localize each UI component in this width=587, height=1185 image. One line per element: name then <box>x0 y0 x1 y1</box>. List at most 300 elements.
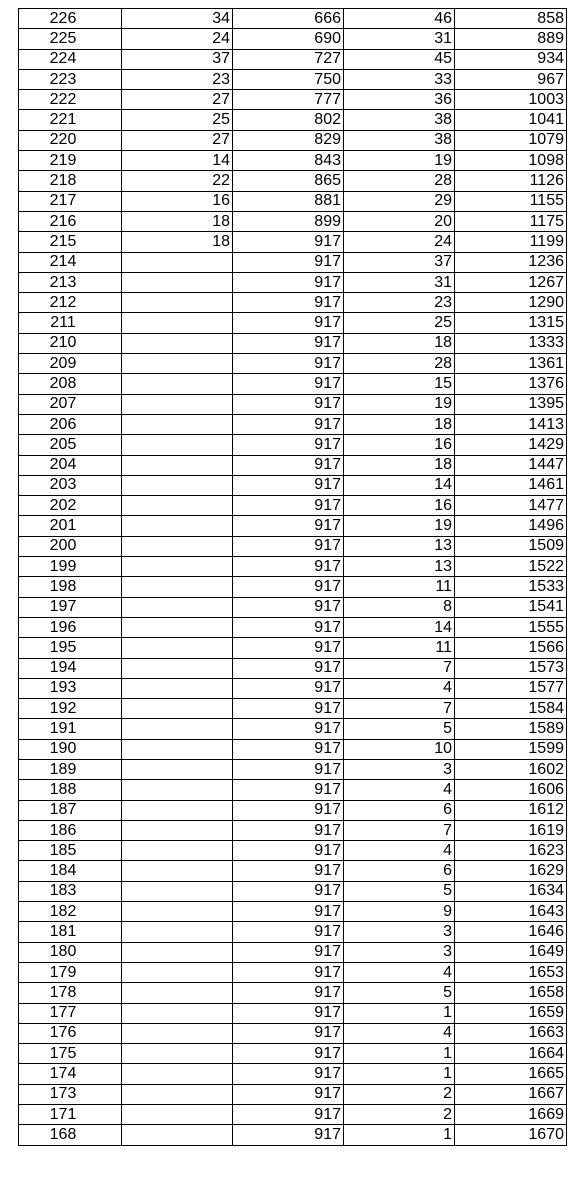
count-b-cell: 46 <box>344 9 455 29</box>
table-row <box>19 638 567 658</box>
score-cell: 213 <box>19 272 122 292</box>
score-cell: 178 <box>19 983 122 1003</box>
score-cell: 218 <box>19 171 122 191</box>
score-cell: 209 <box>19 354 122 374</box>
cumulative-b-cell: 1649 <box>455 942 567 962</box>
table-row <box>19 171 567 191</box>
count-a-cell <box>122 597 233 617</box>
cumulative-b-cell: 1290 <box>455 293 567 313</box>
score-cell: 206 <box>19 414 122 434</box>
count-b-cell: 13 <box>344 536 455 556</box>
cumulative-b-cell: 1315 <box>455 313 567 333</box>
count-b-cell: 4 <box>344 962 455 982</box>
count-b-cell: 16 <box>344 496 455 516</box>
score-cell: 197 <box>19 597 122 617</box>
count-a-cell: 18 <box>122 211 233 231</box>
score-cell: 186 <box>19 820 122 840</box>
cumulative-b-cell: 1670 <box>455 1125 567 1145</box>
table-row <box>19 962 567 982</box>
table-row <box>19 617 567 637</box>
count-a-cell <box>122 1084 233 1104</box>
count-b-cell: 38 <box>344 130 455 150</box>
count-a-cell <box>122 719 233 739</box>
table-row <box>19 557 567 577</box>
count-b-cell: 11 <box>344 577 455 597</box>
count-b-cell: 38 <box>344 110 455 130</box>
count-a-cell <box>122 820 233 840</box>
table-body <box>19 9 567 1146</box>
count-b-cell: 9 <box>344 902 455 922</box>
cumulative-a-cell: 917 <box>233 496 344 516</box>
count-b-cell: 28 <box>344 171 455 191</box>
score-cell: 187 <box>19 800 122 820</box>
table-row <box>19 820 567 840</box>
score-cell: 179 <box>19 962 122 982</box>
cumulative-b-cell: 1541 <box>455 597 567 617</box>
table-row <box>19 69 567 89</box>
cumulative-a-cell: 750 <box>233 69 344 89</box>
table-row <box>19 597 567 617</box>
table-row <box>19 922 567 942</box>
count-b-cell: 11 <box>344 638 455 658</box>
cumulative-a-cell: 865 <box>233 171 344 191</box>
score-cell: 200 <box>19 536 122 556</box>
score-cell: 182 <box>19 902 122 922</box>
score-cell: 185 <box>19 841 122 861</box>
table-row <box>19 881 567 901</box>
count-a-cell <box>122 881 233 901</box>
cumulative-a-cell: 917 <box>233 272 344 292</box>
score-cell: 181 <box>19 922 122 942</box>
score-cell: 193 <box>19 678 122 698</box>
cumulative-a-cell: 777 <box>233 90 344 110</box>
score-cell: 180 <box>19 942 122 962</box>
cumulative-a-cell: 917 <box>233 983 344 1003</box>
cumulative-a-cell: 917 <box>233 577 344 597</box>
cumulative-a-cell: 666 <box>233 9 344 29</box>
count-b-cell: 31 <box>344 272 455 292</box>
cumulative-a-cell: 917 <box>233 1125 344 1145</box>
table-row <box>19 191 567 211</box>
cumulative-a-cell: 881 <box>233 191 344 211</box>
cumulative-b-cell: 1643 <box>455 902 567 922</box>
count-a-cell: 18 <box>122 232 233 252</box>
cumulative-a-cell: 917 <box>233 435 344 455</box>
cumulative-a-cell: 917 <box>233 293 344 313</box>
count-b-cell: 3 <box>344 942 455 962</box>
cumulative-a-cell: 727 <box>233 49 344 69</box>
count-a-cell <box>122 942 233 962</box>
table-row <box>19 374 567 394</box>
table-row <box>19 252 567 272</box>
score-cell: 214 <box>19 252 122 272</box>
cumulative-a-cell: 917 <box>233 942 344 962</box>
table-row <box>19 719 567 739</box>
cumulative-a-cell: 917 <box>233 455 344 475</box>
count-a-cell <box>122 678 233 698</box>
table-row <box>19 49 567 69</box>
cumulative-b-cell: 1634 <box>455 881 567 901</box>
count-b-cell: 37 <box>344 252 455 272</box>
cumulative-b-cell: 1589 <box>455 719 567 739</box>
count-b-cell: 18 <box>344 414 455 434</box>
count-b-cell: 14 <box>344 475 455 495</box>
cumulative-a-cell: 917 <box>233 597 344 617</box>
count-a-cell <box>122 333 233 353</box>
cumulative-b-cell: 1665 <box>455 1064 567 1084</box>
cumulative-b-cell: 1653 <box>455 962 567 982</box>
table-row <box>19 678 567 698</box>
cumulative-b-cell: 1333 <box>455 333 567 353</box>
cumulative-a-cell: 843 <box>233 151 344 171</box>
cumulative-a-cell: 829 <box>233 130 344 150</box>
cumulative-b-cell: 1669 <box>455 1105 567 1125</box>
table-row <box>19 983 567 1003</box>
table-row <box>19 475 567 495</box>
score-cell: 222 <box>19 90 122 110</box>
count-b-cell: 1 <box>344 1064 455 1084</box>
score-cell: 220 <box>19 130 122 150</box>
table-row <box>19 1105 567 1125</box>
cumulative-b-cell: 1577 <box>455 678 567 698</box>
count-b-cell: 1 <box>344 1044 455 1064</box>
count-b-cell: 18 <box>344 455 455 475</box>
count-b-cell: 28 <box>344 354 455 374</box>
table-row <box>19 658 567 678</box>
table-row <box>19 1003 567 1023</box>
table-row <box>19 496 567 516</box>
cumulative-b-cell: 1155 <box>455 191 567 211</box>
score-cell: 215 <box>19 232 122 252</box>
cumulative-b-cell: 1599 <box>455 739 567 759</box>
score-cell: 198 <box>19 577 122 597</box>
count-a-cell <box>122 557 233 577</box>
cumulative-a-cell: 917 <box>233 374 344 394</box>
cumulative-a-cell: 917 <box>233 719 344 739</box>
count-b-cell: 6 <box>344 800 455 820</box>
cumulative-b-cell: 1395 <box>455 394 567 414</box>
cumulative-b-cell: 1566 <box>455 638 567 658</box>
cumulative-b-cell: 1496 <box>455 516 567 536</box>
count-b-cell: 23 <box>344 293 455 313</box>
cumulative-b-cell: 1522 <box>455 557 567 577</box>
table-row <box>19 313 567 333</box>
score-cell: 189 <box>19 759 122 779</box>
score-cell: 195 <box>19 638 122 658</box>
count-a-cell <box>122 1044 233 1064</box>
cumulative-a-cell: 917 <box>233 1105 344 1125</box>
score-cell: 184 <box>19 861 122 881</box>
count-b-cell: 2 <box>344 1084 455 1104</box>
cumulative-b-cell: 1361 <box>455 354 567 374</box>
table-row <box>19 272 567 292</box>
count-a-cell <box>122 699 233 719</box>
table-row <box>19 394 567 414</box>
count-b-cell: 36 <box>344 90 455 110</box>
count-a-cell: 34 <box>122 9 233 29</box>
cumulative-b-cell: 1619 <box>455 820 567 840</box>
cumulative-a-cell: 690 <box>233 29 344 49</box>
cumulative-a-cell: 917 <box>233 759 344 779</box>
cumulative-a-cell: 917 <box>233 313 344 333</box>
count-a-cell <box>122 638 233 658</box>
table-row <box>19 455 567 475</box>
count-b-cell: 5 <box>344 719 455 739</box>
table-row <box>19 9 567 29</box>
cumulative-a-cell: 917 <box>233 414 344 434</box>
cumulative-a-cell: 917 <box>233 617 344 637</box>
table-row <box>19 414 567 434</box>
table-row <box>19 151 567 171</box>
count-a-cell <box>122 1125 233 1145</box>
table-row <box>19 293 567 313</box>
table-row <box>19 780 567 800</box>
cumulative-b-cell: 1267 <box>455 272 567 292</box>
count-b-cell: 15 <box>344 374 455 394</box>
cumulative-a-cell: 917 <box>233 516 344 536</box>
score-cell: 183 <box>19 881 122 901</box>
table-row <box>19 759 567 779</box>
count-a-cell: 16 <box>122 191 233 211</box>
count-a-cell <box>122 1003 233 1023</box>
cumulative-b-cell: 1663 <box>455 1023 567 1043</box>
cumulative-a-cell: 917 <box>233 1084 344 1104</box>
cumulative-a-cell: 917 <box>233 252 344 272</box>
count-a-cell <box>122 841 233 861</box>
cumulative-b-cell: 1533 <box>455 577 567 597</box>
cumulative-b-cell: 1413 <box>455 414 567 434</box>
count-a-cell <box>122 252 233 272</box>
count-b-cell: 5 <box>344 881 455 901</box>
cumulative-a-cell: 917 <box>233 1044 344 1064</box>
cumulative-b-cell: 1646 <box>455 922 567 942</box>
cumulative-a-cell: 917 <box>233 881 344 901</box>
cumulative-b-cell: 1041 <box>455 110 567 130</box>
cumulative-a-cell: 917 <box>233 333 344 353</box>
cumulative-a-cell: 917 <box>233 658 344 678</box>
cumulative-b-cell: 1429 <box>455 435 567 455</box>
score-cell: 203 <box>19 475 122 495</box>
cumulative-b-cell: 1376 <box>455 374 567 394</box>
table-row <box>19 130 567 150</box>
score-cell: 223 <box>19 69 122 89</box>
count-b-cell: 4 <box>344 678 455 698</box>
count-b-cell: 19 <box>344 394 455 414</box>
count-a-cell: 24 <box>122 29 233 49</box>
count-a-cell <box>122 516 233 536</box>
count-a-cell <box>122 475 233 495</box>
cumulative-b-cell: 1623 <box>455 841 567 861</box>
count-a-cell: 25 <box>122 110 233 130</box>
cumulative-b-cell: 1003 <box>455 90 567 110</box>
cumulative-b-cell: 1447 <box>455 455 567 475</box>
table-row <box>19 90 567 110</box>
cumulative-a-cell: 899 <box>233 211 344 231</box>
cumulative-a-cell: 802 <box>233 110 344 130</box>
cumulative-a-cell: 917 <box>233 699 344 719</box>
count-a-cell: 27 <box>122 130 233 150</box>
cumulative-b-cell: 1606 <box>455 780 567 800</box>
count-a-cell <box>122 354 233 374</box>
count-b-cell: 3 <box>344 759 455 779</box>
score-cell: 225 <box>19 29 122 49</box>
count-b-cell: 31 <box>344 29 455 49</box>
count-b-cell: 4 <box>344 780 455 800</box>
score-cell: 168 <box>19 1125 122 1145</box>
count-b-cell: 7 <box>344 820 455 840</box>
score-cell: 188 <box>19 780 122 800</box>
count-a-cell <box>122 313 233 333</box>
score-cell: 177 <box>19 1003 122 1023</box>
count-a-cell <box>122 272 233 292</box>
count-b-cell: 18 <box>344 333 455 353</box>
cumulative-a-cell: 917 <box>233 557 344 577</box>
count-a-cell <box>122 1105 233 1125</box>
table-row <box>19 232 567 252</box>
count-b-cell: 10 <box>344 739 455 759</box>
count-a-cell <box>122 861 233 881</box>
count-a-cell <box>122 983 233 1003</box>
cumulative-a-cell: 917 <box>233 678 344 698</box>
table-row <box>19 29 567 49</box>
score-cell: 190 <box>19 739 122 759</box>
cumulative-b-cell: 1175 <box>455 211 567 231</box>
score-cell: 191 <box>19 719 122 739</box>
count-a-cell <box>122 780 233 800</box>
score-cell: 212 <box>19 293 122 313</box>
count-b-cell: 6 <box>344 861 455 881</box>
cumulative-b-cell: 1098 <box>455 151 567 171</box>
count-b-cell: 24 <box>344 232 455 252</box>
count-b-cell: 2 <box>344 1105 455 1125</box>
score-cell: 211 <box>19 313 122 333</box>
table-row <box>19 800 567 820</box>
count-a-cell <box>122 1064 233 1084</box>
cumulative-a-cell: 917 <box>233 780 344 800</box>
cumulative-a-cell: 917 <box>233 820 344 840</box>
cumulative-a-cell: 917 <box>233 354 344 374</box>
table-row <box>19 841 567 861</box>
count-b-cell: 25 <box>344 313 455 333</box>
count-a-cell <box>122 293 233 313</box>
score-cell: 219 <box>19 151 122 171</box>
cumulative-a-cell: 917 <box>233 1064 344 1084</box>
count-a-cell: 27 <box>122 90 233 110</box>
score-cell: 207 <box>19 394 122 414</box>
count-a-cell <box>122 374 233 394</box>
cumulative-b-cell: 1658 <box>455 983 567 1003</box>
cumulative-a-cell: 917 <box>233 1023 344 1043</box>
score-cell: 175 <box>19 1044 122 1064</box>
count-b-cell: 16 <box>344 435 455 455</box>
count-b-cell: 7 <box>344 658 455 678</box>
count-b-cell: 20 <box>344 211 455 231</box>
count-b-cell: 3 <box>344 922 455 942</box>
score-cell: 173 <box>19 1084 122 1104</box>
table-row <box>19 211 567 231</box>
cumulative-b-cell: 1477 <box>455 496 567 516</box>
cumulative-a-cell: 917 <box>233 232 344 252</box>
cumulative-a-cell: 917 <box>233 1003 344 1023</box>
cumulative-b-cell: 1461 <box>455 475 567 495</box>
count-b-cell: 29 <box>344 191 455 211</box>
cumulative-b-cell: 1126 <box>455 171 567 191</box>
table-row <box>19 333 567 353</box>
score-cell: 208 <box>19 374 122 394</box>
count-b-cell: 8 <box>344 597 455 617</box>
score-cell: 176 <box>19 1023 122 1043</box>
cumulative-a-cell: 917 <box>233 536 344 556</box>
count-a-cell <box>122 1023 233 1043</box>
score-cell: 216 <box>19 211 122 231</box>
score-cell: 205 <box>19 435 122 455</box>
table-row <box>19 536 567 556</box>
count-a-cell <box>122 496 233 516</box>
score-cell: 217 <box>19 191 122 211</box>
cumulative-b-cell: 1602 <box>455 759 567 779</box>
count-b-cell: 33 <box>344 69 455 89</box>
cumulative-b-cell: 967 <box>455 69 567 89</box>
count-a-cell <box>122 800 233 820</box>
count-a-cell <box>122 962 233 982</box>
count-a-cell <box>122 435 233 455</box>
count-a-cell <box>122 536 233 556</box>
score-cell: 199 <box>19 557 122 577</box>
count-b-cell: 1 <box>344 1125 455 1145</box>
score-cell: 204 <box>19 455 122 475</box>
table-row <box>19 699 567 719</box>
count-b-cell: 4 <box>344 1023 455 1043</box>
table-row <box>19 1064 567 1084</box>
table-row <box>19 942 567 962</box>
score-cell: 226 <box>19 9 122 29</box>
table-row <box>19 577 567 597</box>
count-a-cell <box>122 902 233 922</box>
table-row <box>19 354 567 374</box>
table-row <box>19 435 567 455</box>
cumulative-a-cell: 917 <box>233 902 344 922</box>
cumulative-b-cell: 1236 <box>455 252 567 272</box>
count-a-cell: 14 <box>122 151 233 171</box>
cumulative-b-cell: 1584 <box>455 699 567 719</box>
score-cell: 210 <box>19 333 122 353</box>
cumulative-a-cell: 917 <box>233 394 344 414</box>
count-a-cell <box>122 577 233 597</box>
count-a-cell <box>122 658 233 678</box>
count-b-cell: 19 <box>344 151 455 171</box>
count-b-cell: 45 <box>344 49 455 69</box>
cumulative-a-cell: 917 <box>233 638 344 658</box>
cumulative-a-cell: 917 <box>233 922 344 942</box>
cumulative-b-cell: 1509 <box>455 536 567 556</box>
cumulative-b-cell: 1659 <box>455 1003 567 1023</box>
count-a-cell: 23 <box>122 69 233 89</box>
cumulative-b-cell: 1555 <box>455 617 567 637</box>
table-row <box>19 1023 567 1043</box>
cumulative-a-cell: 917 <box>233 739 344 759</box>
score-cell: 174 <box>19 1064 122 1084</box>
count-b-cell: 19 <box>344 516 455 536</box>
table-row <box>19 110 567 130</box>
table-row <box>19 516 567 536</box>
score-cell: 221 <box>19 110 122 130</box>
cumulative-a-cell: 917 <box>233 841 344 861</box>
cumulative-b-cell: 934 <box>455 49 567 69</box>
count-a-cell: 37 <box>122 49 233 69</box>
table-row <box>19 861 567 881</box>
cumulative-a-cell: 917 <box>233 962 344 982</box>
count-a-cell <box>122 759 233 779</box>
